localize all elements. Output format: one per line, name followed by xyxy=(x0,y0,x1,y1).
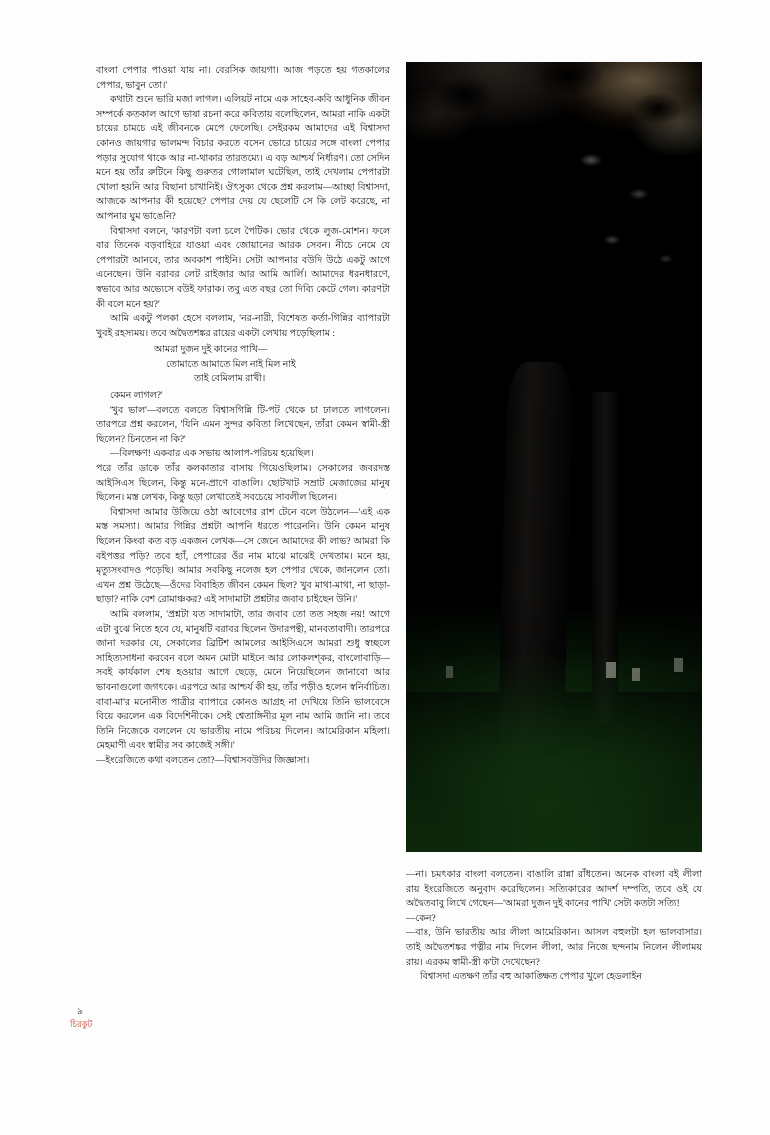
verse-line: তাই বেমিলাম রাখী। xyxy=(194,374,266,385)
paragraph: —কেন? xyxy=(406,913,436,924)
page-number: ৯ xyxy=(77,1006,83,1016)
verse-line: আমরা দুজন দুই কানের পাখি— xyxy=(154,345,268,356)
left-text-column xyxy=(96,64,390,1054)
paragraph: —না। চমৎকার বাংলা বলতেন। বাঙালি রান্না রাঁধতেন। অনেক বাংলা বই লীলা রায় ইংরেজিতে অনুবাদ করেছিলেন। সত্যিকারের আদর্শ দম্পতি, তবে ওই যে অদ্বৈতবাবু লিখে গেছেন—'আমরা দুজন দুই কানের পাখি' সেটা কতটা সত্যি! xyxy=(406,870,702,910)
folio xyxy=(70,1006,93,1029)
paragraph: কথাটা শুনে ভারি মজা লাগল। এলিয়ট নামে এক সাহেব-কবি আধুনিক জীবন সম্পর্কে কতকাল আগে ভাষা রচনা করে কবিতায় বলেছিলেন, আমরা নাকি একটা চায়ের চামচে এই জীবনকে মেপে ফেলেছি। সেইরকম আমাদের এই বিশ্বাসদা কোনও জায়গার ভালমন্দ বিচার করতে বসেন ভোরে চায়ের সঙ্গে বাংলা পেপার পড়ার সুযোগ থাকে আর না-থাকার তারতম্যে। এ বড় আশ্চর্য নির্ধারণ। তো সেদিন মনে হয় তাঁর রুটিনে কিছু গুরুতর গোলামাল ঘটেছিল, তাই দেখলাম পেপারটা খোলা হয়নি আর বিছানা চাখানিই। ঔৎসুক্য থেকে প্রশ্ন করলাম—আচ্ছা বিশ্বাসদা, আজকে আপনার কী হয়েছে? পেপার দেয় যে ছেলেটি সে কি লেট করেছে, না আপনার ঘুম ভাঙেনি? xyxy=(96,95,390,222)
paragraph: বিশ্বাসদা বলনে, 'কারণটা বলা চলে পৈটিক। ভোর থেকে লুজ-মোশন। ফলে বার তিনেক বড়বাহিরে যাওয়া এবং জোয়ানের আরক সেবন। নীচে নেমে যে পেপারটা আনবে, তার অবকাশ পাইনি। সেটা আপনার বউদি উঠে একটু আগে এনেছেন। উনি বরাবর লেট রাইজার আর আমি আর্লি। আমাদের ধরনধারণে, স্বভাবে আর অভ্যেসে বউই ফারাক। তবু এত বছর তো দিব্যি কেটে গেল। কারণটা কী বলে মনে হয়?' xyxy=(96,226,390,310)
paragraph: পরে তাঁর ডাকে তাঁর কলকাতার বাসায় গিয়েওছিলাম। সেকালের জবরদস্ত আইসিএস ছিলেন, কিন্তু মনে-প্রাণে বাঙালি। ছোটখাট সম্রাট মেজাজের মানুষ ছিলেন। মস্ত লেখক, কিন্তু ছড়া লেখাতেই সবচেয়ে সাবলীল ছিলেন। xyxy=(96,464,390,504)
paragraph: বিশ্বাসদা এতক্ষণ তাঁর বহু আকাঙ্ক্ষিত পেপার খুলে হেডলাইন xyxy=(420,972,643,983)
verse-block xyxy=(96,343,390,387)
verse-line: তোমাতে আমাতে মিল নাই মিল নাই xyxy=(166,359,296,370)
paragraph: আমি বললাম, 'প্রশ্নটা যত সাদামাটা, তার জবাব তো তত সহজ নয়! আগে এটা বুঝে নিতে হবে যে, মানুষটি বরাবর ছিলেন উদারপন্থী, মানবতাবাদী। তারপরে জানা দরকার যে, সেকালের ব্রিটিশ আমলের আইসিএসে আমরা শুধু স্বচ্ছলে সাহিত্যসাধনা করবেন বলে অমন মোটা মাইনে আর লোকলশ্কর, বাংলোবাড়ি—সবই কার্যকাল শেষ হওয়ার আগে ছেড়ে, মেনে নিয়েছিলেন জানাবো আর ভাবনাগুলো জগৎকে। এরপরে আর আশ্চর্য কী হয়, তাঁর পড়ীও হলেন স্বনির্বাচিত। বাবা-মা'র মনোনীত পাত্রীর ব্যাপারে কোনও আগ্রহ না দেখিয়ে তিনি ভালবেসে বিয়ে করলেন এক বিদেশিনীকে। সেই শ্বেতাঙ্গিনীর মূল নাম আমি জানি না। তবে তিনি নিজেকে বললেন যে ভারতীয় নামে পরিচয় দিলেন। আমেরিকান মহিলা। মেহমাণী এবং স্বামীর সব কাজেই সঙ্গী।' xyxy=(96,609,390,752)
right-column xyxy=(406,62,702,985)
photo-vignette xyxy=(406,62,702,852)
dark-tree-at-dusk-photo xyxy=(406,62,702,852)
paragraph: আমি একটু পলকা হেসে বললাম, 'নর-নারী, বিশেষত কর্তা-গিন্নির ব্যাপারটা খুবই রহস্যময়। তবে অদ্বৈতশঙ্কর রায়ের একটা লেখায় পড়েছিলাম : xyxy=(96,314,390,339)
paragraph: —ইংরেজিতে কথা বলতেন তো?—বিশ্বাসবউদির জিজ্ঞাসা। xyxy=(96,755,310,766)
paragraph: বাংলা পেপার পাওয়া যায় না। বেরসিক জায়গা। আজ পড়তে হয় গতকালের পেপার, ভাবুন তো।' xyxy=(96,66,390,91)
paragraph: কেমন লাগল?' xyxy=(110,391,163,402)
paragraph: বিশ্বাসদা আমার উজিয়ে ওঠা আবেগের রাশ টেনে বলে উঠলেন—'এই এক মস্ত সমস্যা। আমার গিন্নির প্রশ্নটা আপনি ধরতে পারেননি। উনি কেমন মানুষ ছিলেন কিংবা কত বড় একজন লেখক—সে জেনে আমাদের কী লাভ? আমরা কি বইপত্তর পড়ি? তবে হ্যাঁ, পেপারের ওঁর নাম মাঝে মাঝেই দেখতাম। মনে হয়, মৃত্যুসংবাদও পড়েছি। আমার সবকিছু নলেজ হল পেপার থেকে, জানলেন তো। এখন প্রশ্ন উঠেছে—ওঁদের বিবাহিত জীবন কেমন ছিল? খুব মাথা-মাথা, না ছাড়া-ছাড়া? নাকি বেশ রোমাঞ্চকর? এই সাদামাটা প্রশ্নটার জবাব চাইছেন উনি।' xyxy=(96,507,390,606)
right-text-column xyxy=(406,868,702,985)
folio-label: চিরকুট xyxy=(70,1018,93,1029)
paragraph: —বিলক্ষণ! একবার এক সভায় আলাপ-পরিচয় হয়েছিল। xyxy=(110,449,314,460)
paragraph: 'খুব ভাল'—বলতে বলতে বিশ্বাসগিন্নি টি-পট থেকে চা ঢালতে লাগলেন। তারপরে প্রশ্ন করলেন, 'যিনি এমন সুন্দর কবিতা লিখেছেন, তাঁরা কেমন স্বামী-স্ত্রী ছিলেন? চিনতেন না কি?' xyxy=(96,405,390,445)
paragraph: —বাঃ, উনি ভারতীয় আর লীলা আমেরিকান। আসল বহুলটা হল ভালবাসার। তাই অদ্বৈতশঙ্কর পত্নীর নাম দিলেন লীলা, আর নিজে ছন্দনাম নিলেন লীলাময় রায়। এরকম স্বামী-স্ত্রী ক'টা দেখেছেন? xyxy=(406,928,702,968)
